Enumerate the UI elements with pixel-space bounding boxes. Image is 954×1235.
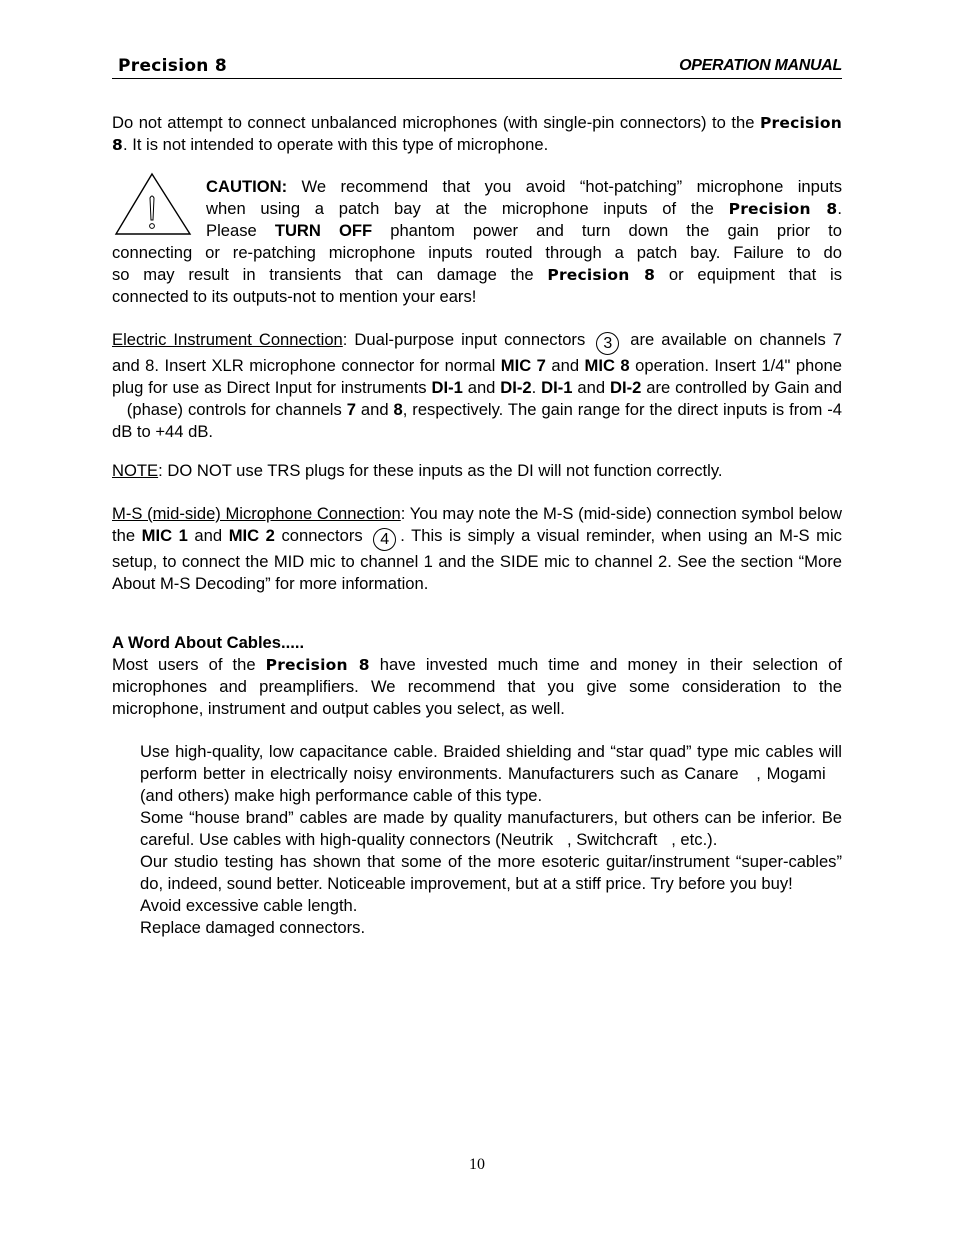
note-label: NOTE (112, 461, 159, 480)
unbalanced-mic-paragraph: Do not attempt to connect unbalanced microphones (with single-pin connectors) to the Precision 8. It is not intended to operate with this type of microphone. (112, 113, 842, 154)
caution-label: CAUTION: (206, 177, 288, 196)
list-item: Use high-quality, low capacitance cable. Braided shielding and “star quad” type mic cables will perform better in electrically noisy environments. Manufacturers such as Canare , Mogami (and others) make high performance cable of this type. (140, 742, 842, 805)
electric-instrument-title: Electric Instrument Connection (112, 330, 343, 349)
ms-connection-paragraph: M-S (mid-side) Microphone Connection: You may note the M-S (mid-side) connection symbol below the MIC 1 and MIC 2 connectors 4 . This is simply a visual reminder, when using an M-S mic setup, to connect the MID mic to channel 1 and the SIDE mic to channel 2. See the section “More About M-S Decoding” for more information. (112, 504, 842, 593)
cables-section: A Word About Cables..... Most users of the Precision 8 have invested much time and money in their selection of microphones and preamplifiers. We recommend that you give some consideration to the microphone, instrument and output cables you select, as well. (112, 633, 842, 718)
list-item: Replace damaged connectors. (140, 918, 366, 937)
callout-circle-3: 3 (596, 332, 619, 355)
turn-off-emphasis: TURN OFF (274, 221, 373, 240)
list-item: Avoid excessive cable length. (140, 896, 358, 915)
note-paragraph: NOTE: DO NOT use TRS plugs for these inputs as the DI will not function correctly. (112, 461, 723, 480)
brand-name: Precision 8 (112, 114, 842, 154)
list-item: Some “house brand” cables are made by quality manufacturers, but others can be inferior. Be careful. Use cables with high-quality connectors (Neutrik , Switchcraft , etc.). (140, 808, 842, 849)
list-item: Our studio testing has shown that some of the more esoteric guitar/instrument “super-cables” do, indeed, sound better. Noticeable improvement, but at a stiff price. Try before you buy! (140, 852, 842, 893)
caution-paragraph: CAUTION: We recommend that you avoid “hot-patching” microphone inputs when using a patch bay at the microphone inputs of the Precision 8. Please TURN OFF phantom power and turn down the gain prior to connecting or re-patching microphone inputs routed through a patch bay. Failure to do so may result in transients that can damage the Precision 8 or equipment that is connected to its outputs-not to mention your ears! (112, 177, 842, 306)
cables-heading: A Word About Cables..... (112, 633, 305, 652)
header-manual-title: OPERATION MANUAL (679, 57, 842, 74)
page-number: 10 (469, 1156, 485, 1173)
cable-tips-list (140, 741, 842, 939)
page-header (112, 56, 842, 79)
electric-instrument-paragraph: Electric Instrument Connection: Dual-purpose input connectors 3 are available on channels 7 and 8. Insert XLR microphone connector for normal MIC 7 and MIC 8 operation. Insert 1/4" phone plug for use as Direct Input for instruments DI-1 and DI-2. DI-1 and DI-2 are controlled by Gain and (phase) controls for channels 7 and 8, respectively. The gain range for the direct inputs is from -4 dB to +44 dB. (112, 330, 842, 441)
ms-connection-title: M-S (mid-side) Microphone Connection (112, 504, 401, 523)
callout-circle-4: 4 (373, 528, 396, 551)
header-product-name: Precision 8 (118, 56, 228, 76)
